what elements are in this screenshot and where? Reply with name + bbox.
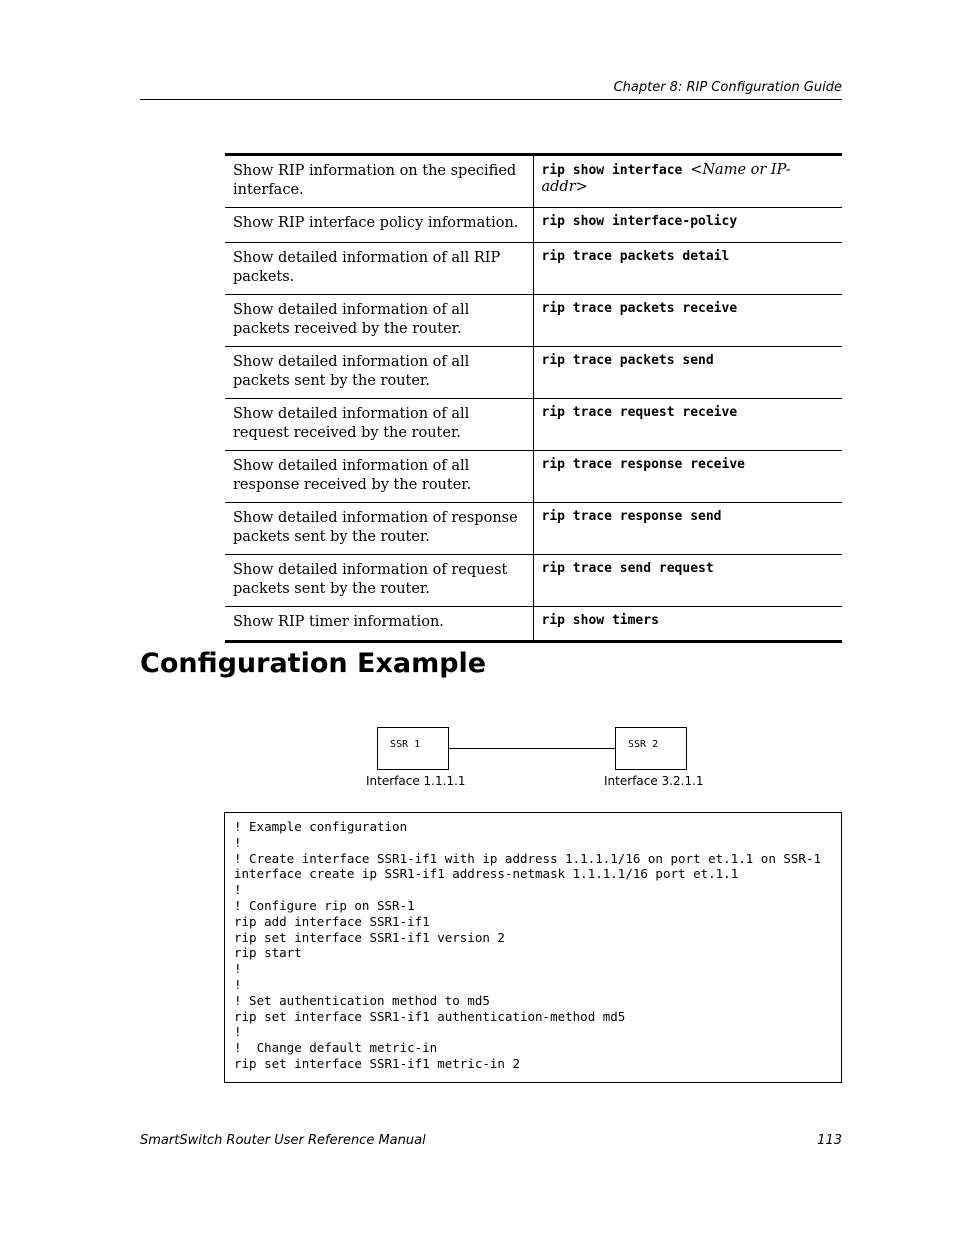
code-line: ! Example configuration [234, 819, 408, 834]
command-syntax: rip trace packets receive [533, 295, 842, 347]
router-node-ssr2: SSR 2 [615, 727, 687, 770]
table-row [225, 155, 842, 208]
footer-manual-title: SmartSwitch Router User Reference Manual [140, 1133, 426, 1148]
table-row [225, 399, 842, 451]
code-line: ! Configure rip on SSR-1 [234, 897, 415, 913]
code-line: interface create ip SSR1-if1 address-netmask 1.1.1.1/16 port et.1.1 [234, 866, 739, 882]
command-syntax: rip show timers [533, 607, 842, 642]
command-description: Show detailed information of all response received by the router. [225, 451, 533, 503]
command-text: rip show interface [541, 163, 691, 178]
code-line: ! Set authentication method to md5 [234, 992, 490, 1008]
code-line: ! [234, 882, 242, 898]
table-row [225, 555, 842, 607]
command-description: Show detailed information of all request received by the router. [225, 399, 533, 451]
command-syntax: rip trace response send [533, 503, 842, 555]
command-syntax: rip trace packets detail [533, 243, 842, 295]
command-description: Show detailed information of response packets sent by the router. [225, 503, 533, 555]
code-example [224, 812, 842, 1083]
command-description: Show RIP interface policy information. [225, 208, 533, 243]
command-description: Show RIP timer information. [225, 607, 533, 642]
table-row [225, 607, 842, 642]
command-syntax: rip trace send request [533, 555, 842, 607]
section-title: Configuration Example [140, 648, 487, 679]
command-syntax: rip trace packets send [533, 347, 842, 399]
footer-page-number: 113 [817, 1133, 842, 1148]
table-row [225, 503, 842, 555]
command-syntax [533, 155, 842, 208]
interface-label-ssr1: Interface 1.1.1.1 [366, 774, 466, 788]
command-table [225, 153, 842, 643]
code-line: rip set interface SSR1-if1 version 2 [234, 929, 505, 945]
code-line: rip start [234, 945, 302, 961]
command-syntax: rip trace response receive [533, 451, 842, 503]
code-line: ! [234, 834, 242, 850]
command-syntax: rip show interface-policy [533, 208, 842, 243]
table-row [225, 451, 842, 503]
table-row [225, 243, 842, 295]
code-line: rip set interface SSR1-if1 metric-in 2 [234, 1055, 520, 1071]
code-line: rip set interface SSR1-if1 authentication-method md5 [234, 1008, 626, 1024]
code-line: ! [234, 976, 242, 992]
running-header: Chapter 8: RIP Configuration Guide [140, 80, 842, 100]
interface-label-ssr2: Interface 3.2.1.1 [604, 774, 704, 788]
code-line: ! [234, 961, 242, 977]
command-description: Show detailed information of all packets received by the router. [225, 295, 533, 347]
code-line: ! [234, 1024, 242, 1040]
command-description: Show detailed information of all RIP packets. [225, 243, 533, 295]
command-description: Show detailed information of request packets sent by the router. [225, 555, 533, 607]
router-node-ssr1: SSR 1 [377, 727, 449, 770]
table-row [225, 208, 842, 243]
command-argument: <Name or IP-addr> [541, 162, 791, 195]
code-line: ! Create interface SSR1-if1 with ip address 1.1.1.1/16 on port et.1.1 on SSR-1 [234, 850, 821, 866]
code-line: rip add interface SSR1-if1 [234, 913, 430, 929]
code-line: ! Change default metric-in [234, 1040, 438, 1056]
command-syntax: rip trace request receive [533, 399, 842, 451]
table-row [225, 347, 842, 399]
command-description: Show RIP information on the specified interface. [233, 163, 517, 198]
command-description: Show detailed information of all packets sent by the router. [225, 347, 533, 399]
table-row [225, 295, 842, 347]
connection-line [448, 748, 616, 749]
